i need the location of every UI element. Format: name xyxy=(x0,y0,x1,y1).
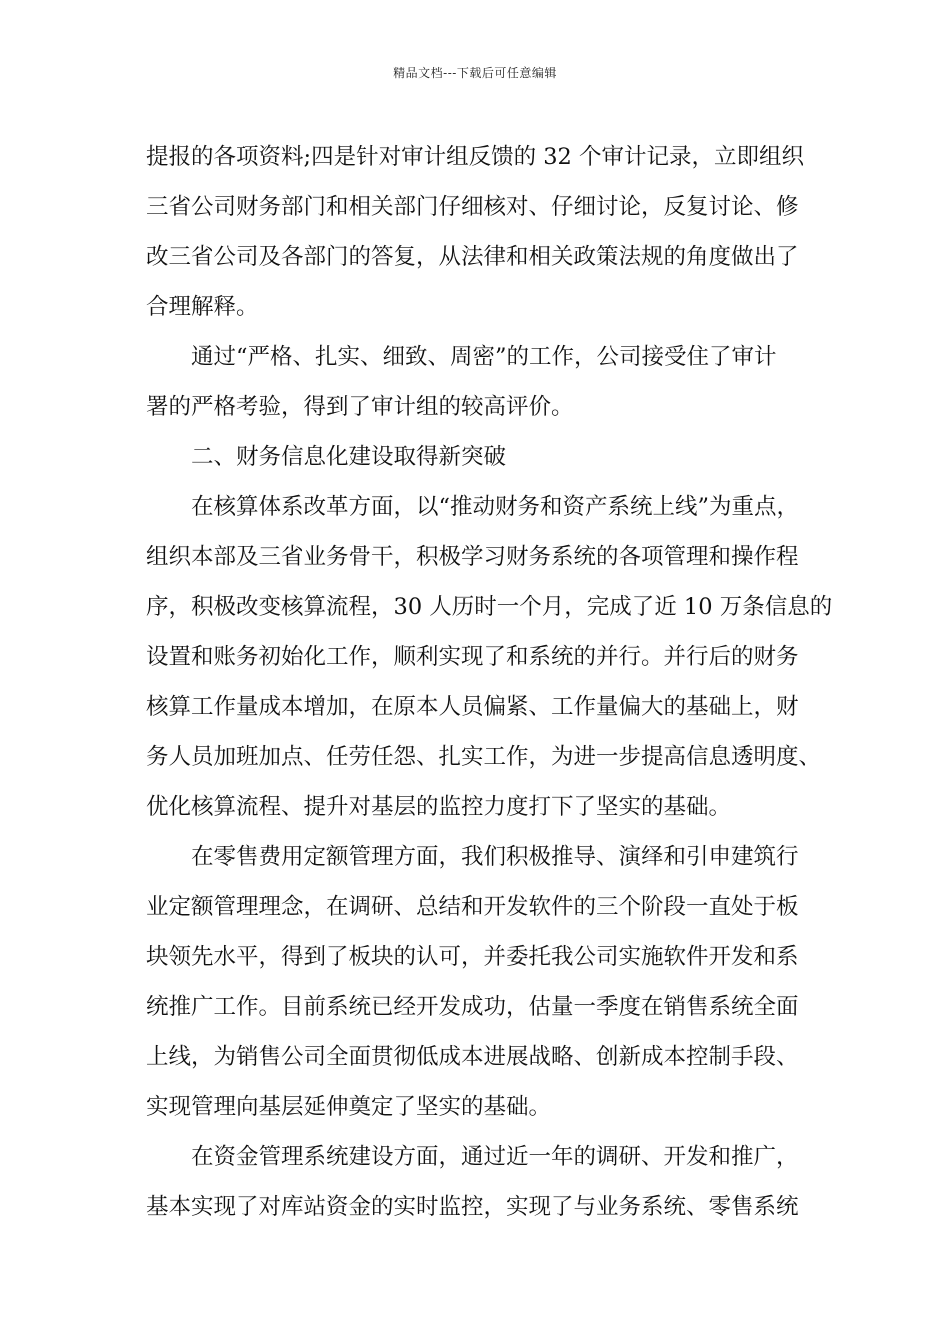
text-line: 优化核算流程、提升对基层的监控力度打下了坚实的基础。 xyxy=(146,794,732,820)
text-line: 在资金管理系统建设方面，通过近一年的调研、开发和推广， xyxy=(191,1144,799,1170)
text-line: 改三省公司及各部门的答复，从法律和相关政策法规的角度做出了 xyxy=(146,244,799,270)
text-line: 通过“严格、扎实、细致、周密”的工作，公司接受住了审计 xyxy=(191,344,777,370)
text-line: 设置和账务初始化工作，顺利实现了和系统的并行。并行后的财务 xyxy=(146,644,799,670)
section-heading xyxy=(146,432,826,482)
text-line: 二、财务信息化建设取得新突破 xyxy=(191,444,507,470)
text-line: 组织本部及三省业务骨干，积极学习财务系统的各项管理和操作程 xyxy=(146,544,799,570)
page-header: 精品文档---下载后可任意编辑 xyxy=(393,66,557,80)
text-line: 署的严格考验，得到了审计组的较高评价。 xyxy=(146,394,574,420)
paragraph xyxy=(146,482,833,832)
text-line: 基本实现了对库站资金的实时监控，实现了与业务系统、零售系统 xyxy=(146,1194,799,1220)
text-line: 块领先水平，得到了板块的认可，并委托我公司实施软件开发和系 xyxy=(146,944,799,970)
paragraph xyxy=(146,1132,826,1232)
text-line: 合理解释。 xyxy=(146,294,259,320)
text-line: 实现管理向基层延伸奠定了坚实的基础。 xyxy=(146,1094,552,1120)
text-line: 在核算体系改革方面，以“推动财务和资产系统上线”为重点， xyxy=(191,494,800,520)
document-body xyxy=(146,132,833,1232)
text-line: 核算工作量成本增加，在原本人员偏紧、工作量偏大的基础上，财 xyxy=(146,694,799,720)
text-line: 统推广工作。目前系统已经开发成功，估量一季度在销售系统全面 xyxy=(146,994,799,1020)
text-line: 上线，为销售公司全面贯彻低成本进展战略、创新成本控制手段、 xyxy=(146,1044,799,1070)
text-line: 三省公司财务部门和相关部门仔细核对、仔细讨论，反复讨论、修 xyxy=(146,194,799,220)
text-line: 业定额管理理念，在调研、总结和开发软件的三个阶段一直处于板 xyxy=(146,894,799,920)
text-line: 提报的各项资料;四是针对审计组反馈的 32 个审计记录，立即组织 xyxy=(146,144,805,170)
paragraph xyxy=(146,832,826,1132)
paragraph xyxy=(146,332,826,432)
text-line: 务人员加班加点、任劳任怨、扎实工作，为进一步提高信息透明度、 xyxy=(146,744,822,770)
paragraph xyxy=(146,132,826,332)
text-line: 序，积极改变核算流程，30 人历时一个月，完成了近 10 万条信息的 xyxy=(146,594,833,620)
text-line: 在零售费用定额管理方面，我们积极推导、演绎和引申建筑行 xyxy=(191,844,799,870)
